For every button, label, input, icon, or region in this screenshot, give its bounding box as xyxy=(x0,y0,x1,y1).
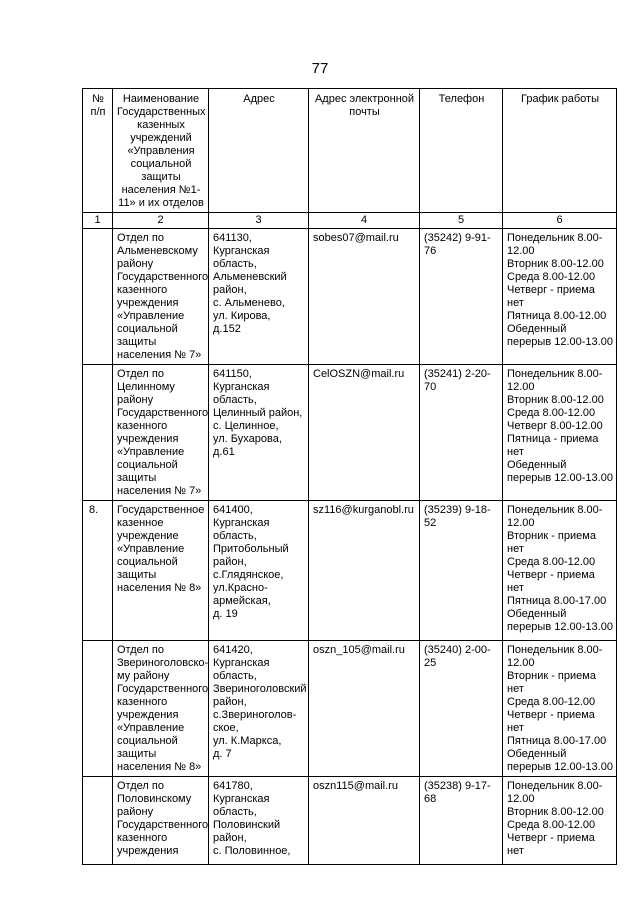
cell-line: п/п xyxy=(90,106,106,118)
cell-line: Вторник - приема xyxy=(507,530,596,542)
header-schedule xyxy=(503,89,617,213)
cell-line: Половинский xyxy=(213,819,281,831)
cell-line: Отдел по xyxy=(117,368,164,380)
header-num xyxy=(83,89,113,213)
email: sz116@kurganobl.ru xyxy=(309,501,420,641)
cell-line: социальной xyxy=(117,556,178,568)
address xyxy=(209,365,309,501)
cell-line: Понедельник 8.00- xyxy=(507,232,603,244)
column-number: 4 xyxy=(309,213,420,229)
cell-line: Вторник 8.00-12.00 xyxy=(507,258,604,270)
column-number: 3 xyxy=(209,213,309,229)
cell-line: д. 19 xyxy=(213,608,238,620)
cell-line: Альменевскому xyxy=(117,245,198,257)
row-number: 8. xyxy=(83,501,113,641)
cell-line: Целинному xyxy=(117,381,175,393)
cell-line: нет xyxy=(507,582,524,594)
cell-line: армейская, xyxy=(213,595,271,607)
phone xyxy=(420,501,503,641)
cell-line: с.Звериноголов- xyxy=(213,709,297,721)
row-number xyxy=(83,641,113,777)
cell-line: Вторник 8.00-12.00 xyxy=(507,806,604,818)
header-row xyxy=(83,89,617,213)
cell-line: ул. К.Маркса, xyxy=(213,735,282,747)
cell-line: Государственное xyxy=(117,504,205,516)
cell-line: 641400, xyxy=(213,504,253,516)
schedule xyxy=(503,229,617,365)
cell-line: Четверг - приема xyxy=(507,832,595,844)
column-number: 6 xyxy=(503,213,617,229)
cell-line: Звериноголовский xyxy=(213,683,307,695)
cell-line: д.61 xyxy=(213,446,235,458)
column-number: 1 xyxy=(83,213,113,229)
cell-line: 12.00 xyxy=(507,793,535,805)
cell-line: 76 xyxy=(424,245,437,257)
cell-line: почты xyxy=(349,106,380,118)
cell-line: 12.00 xyxy=(507,517,535,529)
cell-line: перерыв 12.00-13.00 xyxy=(507,336,613,348)
cell-line: защиты xyxy=(141,171,181,183)
cell-line: населения № 8» xyxy=(117,761,202,773)
cell-line: Среда 8.00-12.00 xyxy=(507,407,596,419)
table-row xyxy=(83,229,617,365)
institutions-table xyxy=(82,88,617,865)
schedule xyxy=(503,641,617,777)
address xyxy=(209,501,309,641)
cell-line: казенного xyxy=(117,420,168,432)
cell-line: Наименование xyxy=(122,93,200,105)
cell-line: учреждения xyxy=(117,433,179,445)
column-number: 5 xyxy=(420,213,503,229)
cell-line: Телефон xyxy=(438,93,485,105)
cell-line: социальной xyxy=(117,459,178,471)
cell-line: 68 xyxy=(424,793,437,805)
cell-line: социальной xyxy=(117,323,178,335)
cell-line: ское, xyxy=(213,722,239,734)
cell-line: с. Половинное, xyxy=(213,845,291,857)
email: oszn115@mail.ru xyxy=(309,777,420,865)
schedule xyxy=(503,365,617,501)
email: oszn_105@mail.ru xyxy=(309,641,420,777)
cell-line: Обеденный xyxy=(507,608,567,620)
cell-line: «Управление xyxy=(117,543,185,555)
cell-line: 641130, xyxy=(213,232,252,244)
cell-line: Обеденный xyxy=(507,459,567,471)
cell-line: Пятница 8.00-17.00 xyxy=(507,735,607,747)
table-row xyxy=(83,501,617,641)
cell-line: району xyxy=(117,806,154,818)
cell-line: 12.00 xyxy=(507,657,535,669)
cell-line: Курганская xyxy=(213,517,270,529)
cell-line: Отдел по xyxy=(117,644,164,656)
cell-line: Пятница 8.00-17.00 xyxy=(507,595,607,607)
cell-line: учреждений xyxy=(130,132,192,144)
cell-line: Среда 8.00-12.00 xyxy=(507,696,596,708)
cell-line: казенное xyxy=(117,517,164,529)
cell-line: населения № 7» xyxy=(117,349,202,361)
cell-line: защиты xyxy=(117,748,157,760)
cell-line: (35241) 2-20- xyxy=(424,368,491,380)
phone xyxy=(420,229,503,365)
cell-line: нет xyxy=(507,722,524,734)
cell-line: 70 xyxy=(424,381,437,393)
cell-line: Звериноголовско- xyxy=(117,657,209,669)
cell-line: 11» и их отделов xyxy=(118,197,204,209)
cell-line: Среда 8.00-12.00 xyxy=(507,819,596,831)
institution-name xyxy=(113,365,209,501)
cell-line: Адрес xyxy=(243,93,275,105)
institution-name xyxy=(113,229,209,365)
cell-line: Обеденный xyxy=(507,323,567,335)
cell-line: «Управление xyxy=(117,310,185,322)
table-row xyxy=(83,641,617,777)
cell-line: нет xyxy=(507,446,524,458)
cell-line: защиты xyxy=(117,336,157,348)
cell-line: область, xyxy=(213,806,257,818)
address xyxy=(209,229,309,365)
table-row xyxy=(83,777,617,865)
cell-line: район, xyxy=(213,832,247,844)
cell-line: район, xyxy=(213,696,247,708)
cell-line: с. Альменево, xyxy=(213,297,285,309)
cell-line: с.Глядянское, xyxy=(213,569,284,581)
cell-line: нет xyxy=(507,543,524,555)
cell-line: область, xyxy=(213,258,257,270)
cell-line: № xyxy=(92,93,104,105)
cell-line: область, xyxy=(213,394,257,406)
cell-line: 25 xyxy=(424,657,437,669)
cell-line: нет xyxy=(507,297,524,309)
cell-line: казенного xyxy=(117,696,168,708)
phone xyxy=(420,777,503,865)
cell-line: учреждения xyxy=(117,709,179,721)
cell-line: населения № 7» xyxy=(117,485,202,497)
cell-line: График работы xyxy=(521,93,599,105)
address xyxy=(209,641,309,777)
cell-line: социальной xyxy=(117,735,178,747)
cell-line: му району xyxy=(117,670,170,682)
cell-line: «Управление xyxy=(117,722,185,734)
cell-line: ул.Красно- xyxy=(213,582,268,594)
cell-line: 641150, xyxy=(213,368,252,380)
cell-line: д. 7 xyxy=(213,748,232,760)
cell-line: защиты xyxy=(117,472,157,484)
cell-line: населения № 8» xyxy=(117,582,202,594)
cell-line: району xyxy=(117,258,154,270)
page-number: 77 xyxy=(311,60,329,77)
cell-line: Альменевский xyxy=(213,271,287,283)
cell-line: Среда 8.00-12.00 xyxy=(507,271,596,283)
cell-line: району xyxy=(117,394,154,406)
row-number xyxy=(83,777,113,865)
cell-line: учреждения xyxy=(117,297,179,309)
row-number xyxy=(83,229,113,365)
cell-line: Курганская xyxy=(213,381,270,393)
cell-line: 641780, xyxy=(213,780,253,792)
cell-line: перерыв 12.00-13.00 xyxy=(507,621,613,633)
cell-line: Четверг - приема xyxy=(507,284,595,296)
cell-line: район, xyxy=(213,556,247,568)
column-number-row xyxy=(83,213,617,229)
cell-line: защиты xyxy=(117,569,157,581)
cell-line: казенного xyxy=(117,832,168,844)
cell-line: Четверг 8.00-12.00 xyxy=(507,420,603,432)
cell-line: перерыв 12.00-13.00 xyxy=(507,761,613,773)
header-address xyxy=(209,89,309,213)
cell-line: Курганская xyxy=(213,657,270,669)
phone xyxy=(420,641,503,777)
institution-name xyxy=(113,501,209,641)
institution-name xyxy=(113,641,209,777)
cell-line: Курганская xyxy=(213,793,270,805)
cell-line: Понедельник 8.00- xyxy=(507,644,603,656)
cell-line: казенных xyxy=(137,119,185,131)
cell-line: Среда 8.00-12.00 xyxy=(507,556,596,568)
cell-line: Четверг - приема xyxy=(507,569,595,581)
phone xyxy=(420,365,503,501)
cell-line: (35242) 9-91- xyxy=(424,232,491,244)
cell-line: область, xyxy=(213,530,257,542)
cell-line: ул. Бухарова, xyxy=(213,433,282,445)
address xyxy=(209,777,309,865)
cell-line: Понедельник 8.00- xyxy=(507,368,603,380)
cell-line: учреждения xyxy=(117,845,179,857)
column-number: 2 xyxy=(113,213,209,229)
cell-line: учреждение xyxy=(117,530,179,542)
cell-line: Вторник - приема xyxy=(507,670,596,682)
cell-line: область, xyxy=(213,670,257,682)
cell-line: 52 xyxy=(424,517,437,529)
cell-line: нет xyxy=(507,683,524,695)
cell-line: 641420, xyxy=(213,644,253,656)
cell-line: Четверг - приема xyxy=(507,709,595,721)
cell-line: нет xyxy=(507,845,524,857)
cell-line: Курганская xyxy=(213,245,270,257)
cell-line: 12.00 xyxy=(507,381,535,393)
row-number xyxy=(83,365,113,501)
cell-line: Государственного xyxy=(117,271,209,283)
institution-name xyxy=(113,777,209,865)
cell-line: социальной xyxy=(130,158,192,170)
email: sobes07@mail.ru xyxy=(309,229,420,365)
cell-line: (35240) 2-00- xyxy=(424,644,491,656)
cell-line: Понедельник 8.00- xyxy=(507,504,603,516)
cell-line: Притобольный xyxy=(213,543,289,555)
cell-line: Целинный район, xyxy=(213,407,303,419)
cell-line: Государственных xyxy=(117,106,206,118)
cell-line: (35239) 9-18- xyxy=(424,504,491,516)
cell-line: ул. Кирова, xyxy=(213,310,271,322)
cell-line: Половинскому xyxy=(117,793,192,805)
cell-line: Отдел по xyxy=(117,232,164,244)
cell-line: перерыв 12.00-13.00 xyxy=(507,472,613,484)
header-name xyxy=(113,89,209,213)
schedule xyxy=(503,777,617,865)
cell-line: с. Целинное, xyxy=(213,420,279,432)
header-phone xyxy=(420,89,503,213)
cell-line: район, xyxy=(213,284,247,296)
cell-line: Пятница - приема xyxy=(507,433,599,445)
cell-line: 12.00 xyxy=(507,245,535,257)
cell-line: «Управление xyxy=(117,446,185,458)
header-email xyxy=(309,89,420,213)
cell-line: населения №1- xyxy=(121,184,201,196)
cell-line: Адрес электронной xyxy=(314,93,415,105)
cell-line: (35238) 9-17- xyxy=(424,780,491,792)
schedule xyxy=(503,501,617,641)
cell-line: «Управления xyxy=(127,145,195,157)
cell-line: Пятница 8.00-12.00 xyxy=(507,310,607,322)
cell-line: Государственного xyxy=(117,683,209,695)
cell-line: Отдел по xyxy=(117,780,164,792)
cell-line: Государственного xyxy=(117,819,209,831)
table-row xyxy=(83,365,617,501)
email: CelOSZN@mail.ru xyxy=(309,365,420,501)
cell-line: Государственного xyxy=(117,407,209,419)
cell-line: Вторник 8.00-12.00 xyxy=(507,394,604,406)
cell-line: Понедельник 8.00- xyxy=(507,780,603,792)
cell-line: Обеденный xyxy=(507,748,567,760)
cell-line: д.152 xyxy=(213,323,241,335)
cell-line: казенного xyxy=(117,284,168,296)
